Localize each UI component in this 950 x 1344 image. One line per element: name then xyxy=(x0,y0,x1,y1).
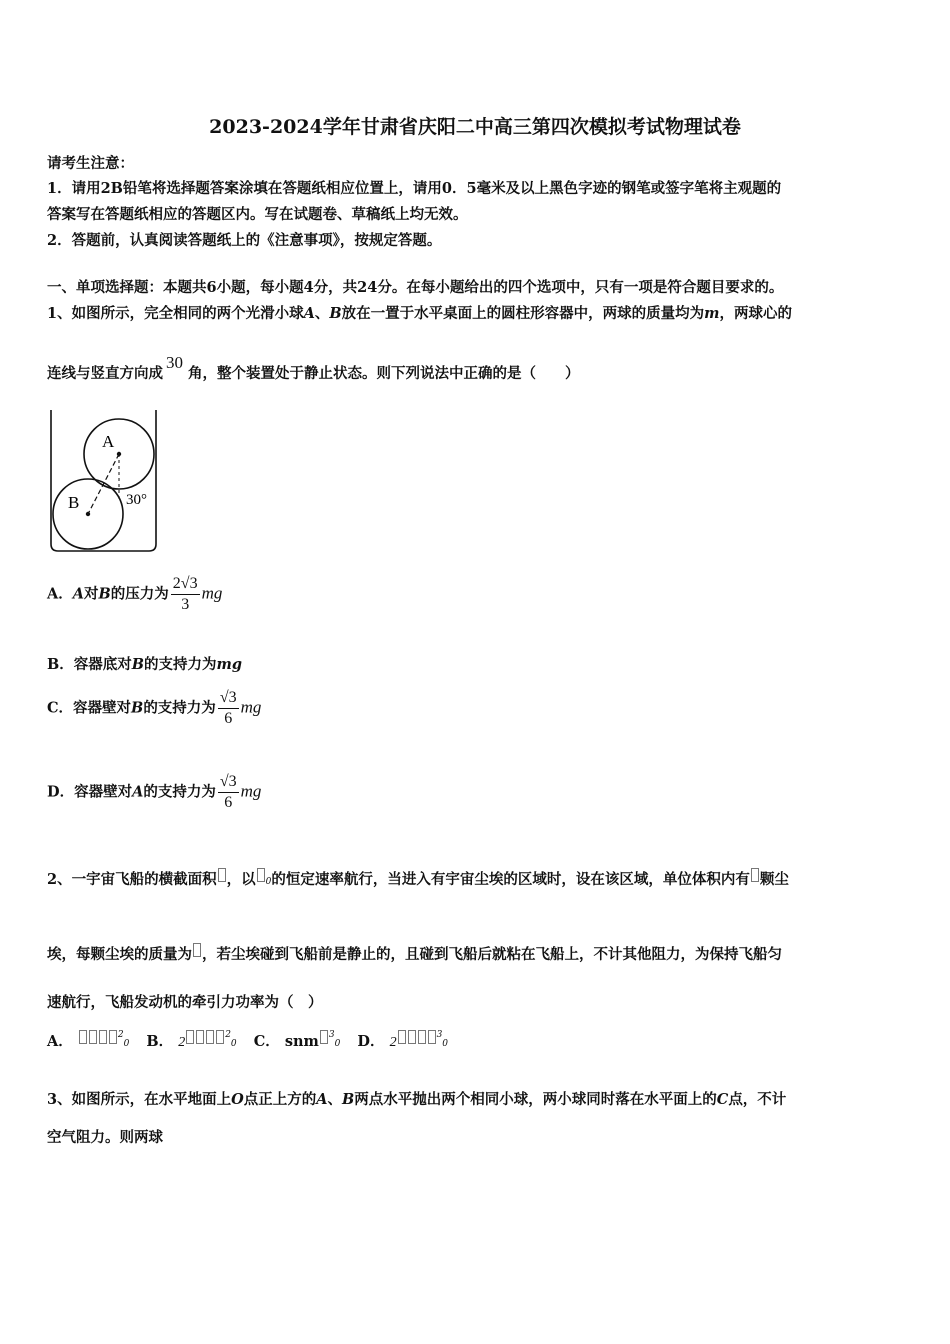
q2-option-b[interactable]: B． 2 $^2$0 xyxy=(146,1030,237,1050)
notice-item-2: 2．答题前，认真阅读答题纸上的《注意事项》，按规定答题。 xyxy=(47,232,442,249)
missing-glyph-icon xyxy=(257,868,265,882)
missing-glyph-icon xyxy=(320,1030,328,1044)
missing-glyph-icon xyxy=(428,1030,436,1044)
missing-glyph-icon xyxy=(418,1030,426,1044)
missing-glyph-icon xyxy=(408,1030,416,1044)
q3-stem-line2: 空气阻力。则两球 xyxy=(47,1129,163,1146)
label-a: A xyxy=(102,432,115,451)
q2-stem-line2: 埃，每颗尘埃的质量为 ，若尘埃碰到飞船前是静止的，且碰到飞船后就粘在飞船上，不计其他阻力，为保持飞船匀 xyxy=(47,943,782,964)
missing-glyph-icon xyxy=(398,1030,406,1044)
notice-heading: 请考生注意： xyxy=(47,155,134,172)
q2-option-d[interactable]: D． 2 $^3$0 xyxy=(357,1030,449,1050)
fraction: $\frac{√3}{6}$ xyxy=(219,689,237,727)
missing-glyph-icon xyxy=(79,1030,87,1044)
q2-stem-line3: 速航行，飞船发动机的牵引力功率为（ ） xyxy=(47,994,323,1011)
q2-option-a[interactable]: A． $^2$0 xyxy=(47,1030,130,1050)
notice-item-1b: 答案写在答题纸相应的答题区内。写在试题卷、草稿纸上均无效。 xyxy=(47,206,468,223)
q2-option-c[interactable]: C． snm $^3$0 xyxy=(253,1030,341,1050)
q2-stem-line1: 2、一宇宙飞船的横截面积 ，以 0的恒定速率航行，当进入有宇宙尘埃的区域时，设在该区域，单位体积内有 颗尘 xyxy=(47,868,789,889)
q2-options xyxy=(47,1030,448,1051)
missing-glyph-icon xyxy=(109,1030,117,1044)
q1-stem-line1: 1、如图所示，完全相同的两个光滑小球A、B放在一置于水平桌面上的圆柱形容器中，两球的质量均为m，两球心的 xyxy=(47,305,792,322)
missing-glyph-icon xyxy=(99,1030,107,1044)
fraction: $\frac{√3}{6}$ xyxy=(219,773,237,811)
ball-a-center xyxy=(117,452,121,456)
angle-value: 30 xyxy=(166,353,183,372)
missing-glyph-icon xyxy=(218,868,226,882)
center-line xyxy=(88,454,119,514)
q1-option-b[interactable]: B．容器底对B的支持力为mg xyxy=(47,656,243,673)
missing-glyph-icon xyxy=(216,1030,224,1044)
q3-stem-line1: 3、如图所示，在水平地面上O点正上方的A、B两点水平抛出两个相同小球，两小球同时落在水平面上的C点，不计 xyxy=(47,1091,787,1108)
q1-stem-line2: 连线与竖直方向成30 角，整个装置处于静止状态。则下列说法中正确的是（ ） xyxy=(47,353,580,382)
missing-glyph-icon xyxy=(206,1030,214,1044)
angle-label: 30° xyxy=(126,492,147,508)
q1-figure-container xyxy=(44,404,164,556)
missing-glyph-icon xyxy=(193,943,201,957)
fraction: $\frac{2√3}{3}$ xyxy=(172,575,198,613)
ball-b-center xyxy=(86,512,90,516)
notice-item-1a: 1．请用2B铅笔将选择题答案涂填在答题纸相应位置上，请用0．5毫米及以上黑色字迹的钢笔或签字笔将主观题的 xyxy=(47,180,782,197)
missing-glyph-icon xyxy=(89,1030,97,1044)
q1-option-d[interactable]: D．容器壁对A的支持力为 $\frac{√3}{6}$ mg xyxy=(47,773,262,811)
section-heading: 一、单项选择题：本题共6小题，每小题4分，共24分。在每小题给出的四个选项中，只有一项是符合题目要求的。 xyxy=(47,279,784,296)
label-b: B xyxy=(68,493,80,512)
missing-glyph-icon xyxy=(186,1030,194,1044)
q1-option-c[interactable]: C．容器壁对B的支持力为 $\frac{√3}{6}$ mg xyxy=(47,689,262,727)
q1-option-a[interactable]: A．A对B的压力为 $\frac{2√3}{3}$ mg xyxy=(47,575,223,613)
missing-glyph-icon xyxy=(751,868,759,882)
missing-glyph-icon xyxy=(196,1030,204,1044)
page-title: 2023-2024学年甘肃省庆阳二中高三第四次模拟考试物理试卷 xyxy=(209,116,741,138)
